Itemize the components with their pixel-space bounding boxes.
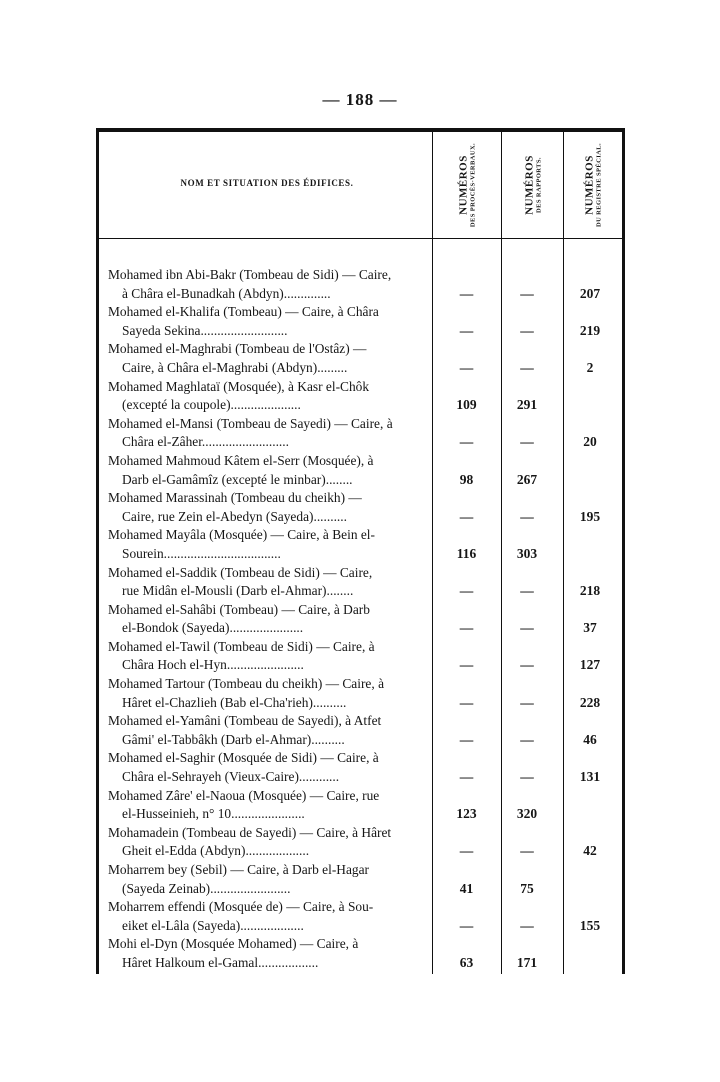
proces-verbal-number: —	[459, 508, 474, 524]
registre-number: 131	[579, 769, 601, 785]
edifice-name-line1: Mohamed el-Maghrabi (Tombeau de l'Ostâz) —	[108, 341, 367, 357]
edifice-name-line2: Darb el-Gamâmîz (excepté le minbar)........	[122, 471, 353, 487]
rapports-header-sub: DES RAPPORTS.	[534, 157, 542, 213]
proces-verbal-number: —	[459, 657, 474, 673]
table-row	[108, 489, 624, 526]
rapport-number: —	[520, 620, 534, 636]
edifice-name-line1: Mohamadein (Tombeau de Sayedi) — Caire, à Hâret	[108, 824, 392, 840]
registre-number: 2	[586, 359, 594, 375]
edifice-name	[108, 675, 428, 712]
table-row	[108, 675, 624, 712]
edifice-name-line2: Châra Hoch el-Hyn.......................	[122, 657, 304, 673]
rapport-number: —	[520, 657, 534, 673]
edifice-name	[108, 489, 428, 526]
header-divider	[96, 238, 625, 239]
rapport-number: 75	[520, 880, 534, 896]
edifice-name-line1: Mohamed el-Sahâbi (Tombeau) — Caire, à Darb	[108, 601, 370, 617]
table-row	[108, 601, 624, 638]
proces-verbal-number: —	[459, 769, 474, 785]
registre-number: 37	[583, 620, 597, 636]
edifice-name	[108, 898, 428, 935]
edifice-name	[108, 935, 428, 972]
proces-verbal-number: —	[459, 583, 474, 599]
edifice-name	[108, 749, 428, 786]
edifice-name-line1: Mohamed el-Saghir (Mosquée de Sidi) — Caire, à	[108, 750, 379, 766]
edifice-name	[108, 526, 428, 563]
edifice-name-line1: Mohamed Mayâla (Mosquée) — Caire, à Bein el-	[108, 527, 375, 543]
rapport-number: —	[520, 731, 534, 747]
edifice-name	[108, 415, 428, 452]
table-row	[108, 898, 624, 935]
registre-header-sub: DU REGISTRE SPÉCIAL.	[595, 142, 603, 228]
rapport-number: —	[520, 694, 534, 710]
edifice-name-line1: Mohamed Zâre' el-Naoua (Mosquée) — Caire, rue	[108, 787, 380, 803]
table-row	[108, 824, 624, 861]
edifice-name-line2: Caire, à Châra el-Maghrabi (Abdyn).........	[122, 359, 348, 375]
edifice-name	[108, 266, 428, 303]
table-row	[108, 787, 624, 824]
rapport-number: —	[520, 359, 534, 375]
proces-verbal-number: —	[459, 359, 474, 375]
rapport-number: —	[520, 322, 534, 338]
edifice-name-line2: Hâret Halkoum el-Gamal..................	[122, 954, 319, 970]
edifice-name	[108, 824, 428, 861]
table-row	[108, 452, 624, 489]
table-row	[108, 415, 624, 452]
rapport-number: —	[520, 769, 534, 785]
edifice-name-line2: Gâmi' el-Tabbâkh (Darb el-Ahmar)..........	[122, 731, 345, 747]
edifice-name-line1: Mohamed el-Mansi (Tombeau de Sayedi) — Caire, à	[108, 415, 393, 431]
rapport-number: —	[520, 917, 534, 933]
registre-column-header	[564, 132, 622, 238]
table-row	[108, 526, 624, 563]
rapport-number: 303	[516, 545, 538, 561]
edifice-name-line2: el-Bondok (Sayeda)......................	[122, 620, 304, 636]
table-row	[108, 564, 624, 601]
edifice-name-line2: Sayeda Sekina..........................	[122, 322, 288, 338]
page-number: — 188 —	[322, 90, 398, 109]
table-row	[108, 340, 624, 377]
edifice-name	[108, 601, 428, 638]
edifice-name	[108, 712, 428, 749]
registre-number: 228	[579, 694, 601, 710]
edifice-name-line1: Mohamed el-Yamâni (Tombeau de Sayedi), à Atfet	[108, 713, 382, 729]
rapport-number: —	[520, 843, 534, 859]
edifice-name-line1: Mohamed Mahmoud Kâtem el-Serr (Mosquée), à	[108, 452, 374, 468]
edifice-name-line2: eiket el-Lâla (Sayeda)...................	[122, 917, 304, 933]
pv-column-header	[433, 132, 501, 238]
edifice-name	[108, 787, 428, 824]
proces-verbal-number: —	[459, 434, 474, 450]
edifice-name-line2: Caire, rue Zein el-Abedyn (Sayeda)..........	[122, 508, 347, 524]
proces-verbal-number: 109	[456, 397, 477, 413]
table-row	[108, 861, 624, 898]
edifice-name-line2: Châra el-Sehrayeh (Vieux-Caire)............	[122, 769, 340, 785]
edifice-name-line2: rue Midân el-Mousli (Darb el-Ahmar)........	[122, 583, 354, 599]
proces-verbal-number: —	[459, 694, 474, 710]
edifice-name-line1: Mohamed ibn Abi-Bakr (Tombeau de Sidi) — Caire,	[108, 267, 392, 282]
edifice-name	[108, 861, 428, 898]
registre-number: 46	[583, 731, 597, 747]
registre-number: 219	[579, 322, 601, 338]
table-row	[108, 712, 624, 749]
proces-verbal-number: —	[459, 917, 474, 933]
proces-verbal-number: —	[459, 322, 474, 338]
edifice-name-line2: Châra el-Zâher..........................	[122, 434, 289, 450]
edifice-name	[108, 638, 428, 675]
edifice-name-line1: Mohamed el-Saddik (Tombeau de Sidi) — Caire,	[108, 564, 373, 580]
table-row	[108, 638, 624, 675]
edifice-name	[108, 303, 428, 340]
edifice-name-line1: Mohamed el-Tawil (Tombeau de Sidi) — Caire, à	[108, 638, 375, 654]
edifice-name-line1: Moharrem bey (Sebil) — Caire, à Darb el-Hagar	[108, 862, 370, 877]
pv-header-sub: DES PROCÈS-VERBAUX.	[469, 142, 477, 228]
edifice-name-line1: Mohamed el-Khalifa (Tombeau) — Caire, à Châra	[108, 304, 379, 320]
rapport-number: 291	[516, 397, 538, 413]
edifice-name	[108, 378, 428, 415]
edifice-name	[108, 452, 428, 489]
registre-header-main: NUMÉROS	[583, 155, 596, 215]
proces-verbal-number: 41	[459, 880, 474, 896]
registre-number: 127	[579, 657, 601, 673]
proces-verbal-number: —	[459, 285, 474, 301]
registre-number: 155	[579, 917, 601, 933]
edifice-name-line2: Sourein...................................	[122, 545, 281, 561]
registre-number: 207	[579, 285, 601, 301]
edifice-name-line1: Mohamed Tartour (Tombeau du cheikh) — Caire, à	[108, 676, 385, 692]
rapport-number: —	[520, 583, 534, 599]
edifice-name-line2: Hâret el-Chazlieh (Bab el-Cha'rieh)..........	[122, 694, 347, 710]
edifice-name-line1: Mohamed Maghlataï (Mosquée), à Kasr el-Chôk	[108, 378, 370, 394]
table-left-rule	[96, 128, 99, 974]
rapport-number: —	[520, 285, 534, 301]
table-row	[108, 303, 624, 340]
proces-verbal-number: —	[459, 843, 474, 859]
table-row	[108, 378, 624, 415]
table-row	[108, 749, 624, 786]
table-row	[108, 266, 624, 303]
edifice-name	[108, 340, 428, 377]
registre-number: 20	[583, 434, 597, 450]
table-body	[108, 266, 624, 973]
edifice-name-line2: à Châra el-Bunadkah (Abdyn)..............	[122, 285, 331, 301]
name-column-header: NOM ET SITUATION DES ÉDIFICES.	[180, 178, 354, 188]
rapport-number: —	[520, 508, 534, 524]
registre-number: 195	[579, 508, 601, 524]
rapports-column-header	[502, 132, 563, 238]
edifice-name	[108, 564, 428, 601]
rapports-header-main: NUMÉROS	[522, 155, 535, 215]
rapport-number: 267	[516, 471, 538, 487]
edifice-name-line2: (excepté la coupole).....................	[122, 397, 301, 413]
edifice-name-line1: Mohi el-Dyn (Mosquée Mohamed) — Caire, à	[108, 936, 359, 952]
rapport-number: 171	[516, 954, 538, 970]
registre-number: 218	[579, 583, 601, 599]
table-row	[108, 935, 624, 972]
registre-number: 42	[583, 843, 597, 859]
edifice-name-line2: el-Husseinieh, n° 10......................	[122, 806, 305, 822]
rapport-number: —	[520, 434, 534, 450]
proces-verbal-number: —	[459, 731, 474, 747]
proces-verbal-number: 123	[456, 806, 477, 822]
proces-verbal-number: —	[459, 620, 474, 636]
edifice-name-line1: Mohamed Marassinah (Tombeau du cheikh) —	[108, 490, 362, 506]
rapport-number: 320	[516, 806, 538, 822]
proces-verbal-number: 116	[456, 545, 477, 561]
edifice-name-line1: Moharrem effendi (Mosquée de) — Caire, à Sou-	[108, 899, 374, 915]
proces-verbal-number: 63	[459, 954, 474, 970]
edifice-name-line2: Gheit el-Edda (Abdyn)...................	[122, 843, 310, 859]
proces-verbal-number: 98	[459, 471, 474, 487]
pv-header-main: NUMÉROS	[457, 155, 470, 215]
edifice-name-line2: (Sayeda Zeinab)........................	[122, 880, 291, 896]
